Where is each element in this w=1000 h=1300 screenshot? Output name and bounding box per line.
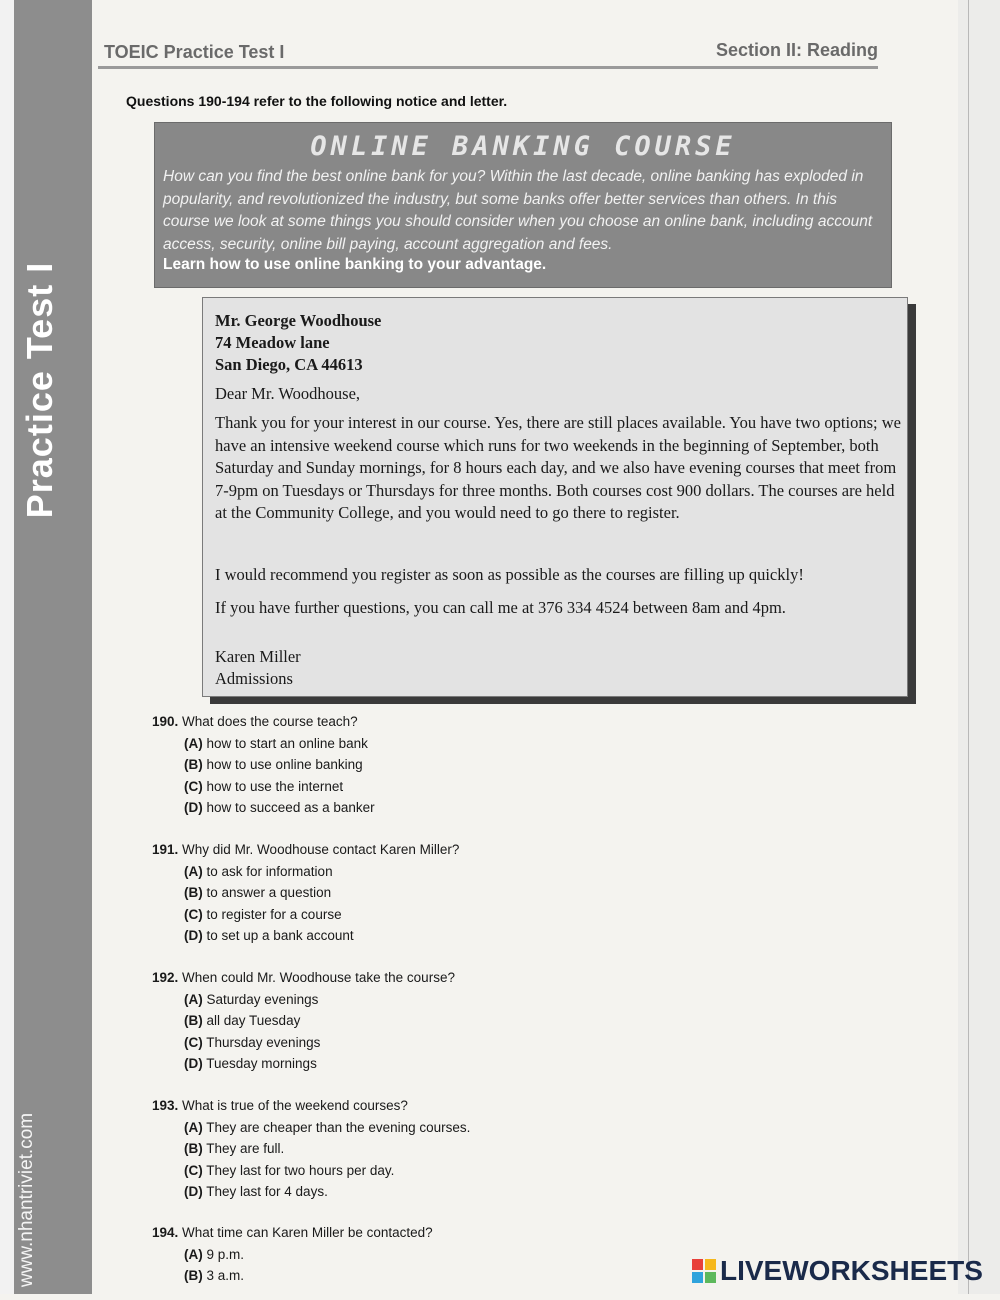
letter-address: [215, 310, 381, 376]
question-number: 190.: [152, 714, 179, 729]
recipient-name: Mr. George Woodhouse: [215, 311, 382, 330]
question-number: 192.: [152, 970, 179, 985]
answer-option[interactable]: (D) Tuesday mornings: [184, 1055, 317, 1071]
answer-option[interactable]: (D) They last for 4 days.: [184, 1183, 328, 1199]
answer-option[interactable]: (B) how to use online banking: [184, 757, 363, 773]
answer-option[interactable]: (C) Thursday evenings: [184, 1034, 321, 1050]
question-194: [152, 1222, 433, 1287]
notice-body: How can you find the best online bank for you? Within the last decade, online banking has exploded in popularity, and revolutionized the industry, but some banks offer better services than others. In this course we look at some things you should consider when you choose an online bank, including account access, security, online bill paying, account aggregation and fees.: [163, 168, 873, 253]
question-text: When could Mr. Woodhouse take the course?: [182, 970, 455, 985]
page-edge: [0, 0, 14, 1294]
answer-option[interactable]: (D) to set up a bank account: [184, 927, 354, 943]
questions-intro: Questions 190-194 refer to the following notice and letter.: [126, 93, 508, 109]
letter-greeting: Dear Mr. Woodhouse,: [215, 384, 361, 403]
brand-text: LIVEWORKSHEETS: [720, 1255, 983, 1286]
signature-title: Admissions: [215, 669, 293, 688]
liveworksheets-brand: [692, 1254, 983, 1288]
right-rule: [968, 0, 969, 1294]
notice-box: [154, 122, 892, 288]
answer-option[interactable]: (B) all day Tuesday: [184, 1013, 301, 1029]
answer-option[interactable]: (A) Saturday evenings: [184, 992, 319, 1007]
recipient-street: 74 Meadow lane: [215, 333, 330, 352]
question-number: 194.: [152, 1225, 179, 1240]
answer-option[interactable]: (B) They are full.: [184, 1141, 285, 1157]
answer-option[interactable]: (D) how to succeed as a banker: [184, 799, 375, 815]
sidebar-url: www.nhantriviet.com: [16, 1112, 37, 1288]
answer-option[interactable]: (A) 9 p.m.: [184, 1247, 245, 1262]
question-number: 193.: [152, 1098, 179, 1113]
right-margin: [958, 0, 1000, 1294]
answer-option[interactable]: (C) how to use the internet: [184, 778, 344, 794]
notice-title: ONLINE BANKING COURSE: [310, 131, 736, 162]
question-190: [152, 711, 375, 818]
sidebar-title: Practice Test I: [19, 261, 60, 519]
signature-name: Karen Miller: [215, 647, 301, 666]
answer-option[interactable]: (B) 3 a.m.: [184, 1268, 245, 1284]
header-divider: [98, 66, 878, 69]
notice-cta: Learn how to use online banking to your advantage.: [163, 256, 547, 273]
question-text: What is true of the weekend courses?: [182, 1098, 408, 1113]
question-number: 191.: [152, 842, 179, 857]
letter-paragraph-1: Thank you for your interest in our course. Yes, there are still places available. You have two options; we have an intensive weekend course which runs for two weekends in the beginning of September, both Saturday and Sunday mornings, for 8 hours each day, and we also have evening courses that meet from 7-9pm on Tuesdays or Thursdays for three months. Both courses cost 900 dollars. The courses are held at the Community College, and you would need to go there to register.: [215, 413, 901, 522]
answer-option[interactable]: (A) to ask for information: [184, 864, 333, 879]
letter-signature: [215, 646, 301, 690]
letter-box: [202, 297, 908, 697]
question-text: What does the course teach?: [182, 714, 358, 729]
answer-option[interactable]: (A) They are cheaper than the evening courses.: [184, 1120, 471, 1135]
answer-option[interactable]: (A) how to start an online bank: [184, 736, 368, 751]
recipient-city: San Diego, CA 44613: [215, 355, 363, 374]
header-section-title: Section II: Reading: [715, 40, 878, 60]
answer-option[interactable]: (C) They last for two hours per day.: [184, 1162, 395, 1178]
letter-paragraph-3: If you have further questions, you can call me at 376 334 4524 between 8am and 4pm.: [215, 598, 786, 617]
header-test-title: TOEIC Practice Test I: [104, 42, 285, 62]
answer-option[interactable]: (B) to answer a question: [184, 885, 332, 901]
question-text: Why did Mr. Woodhouse contact Karen Miller?: [182, 842, 460, 857]
question-text: What time can Karen Miller be contacted?: [182, 1225, 433, 1240]
liveworksheets-logo-icon: [692, 1259, 716, 1283]
answer-option[interactable]: (C) to register for a course: [184, 906, 342, 922]
letter-paragraph-2: I would recommend you register as soon as possible as the courses are filling up quickly!: [215, 565, 804, 584]
question-193: [152, 1095, 470, 1202]
question-191: [152, 839, 459, 946]
question-192: [152, 967, 455, 1074]
